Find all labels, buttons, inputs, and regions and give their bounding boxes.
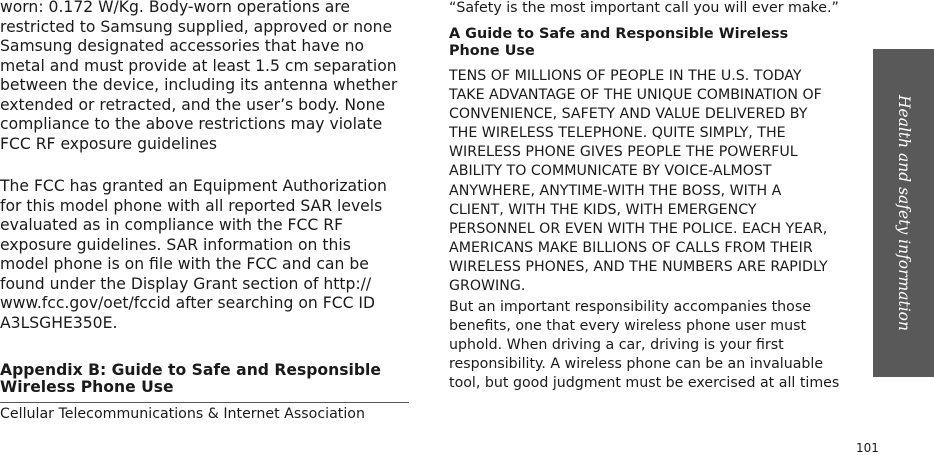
text-line: tool, but good judgment must be exercised at all times <box>449 375 840 392</box>
text-line: extended or retracted, and the user’s body. None <box>0 95 386 114</box>
text-line: TAKE ADVANTAGE OF THE UNIQUE COMBINATION OF <box>449 87 822 104</box>
divider <box>0 402 409 403</box>
text-line: THE WIRELESS TELEPHONE. QUITE SIMPLY, THE <box>449 125 786 142</box>
text-line: evaluated as in compliance with the FCC RF <box>0 216 344 234</box>
text-line: FCC RF exposure guidelines <box>0 134 217 153</box>
text-line: worn: 0.172 W/Kg. Body-worn operations are <box>0 0 350 16</box>
heading-line: Wireless Phone Use <box>0 378 174 396</box>
text-line: between the device, including its antenna whether <box>0 76 398 94</box>
section-heading <box>449 26 861 60</box>
side-tab-label: Health and safety information <box>894 95 913 331</box>
section-side-tab <box>873 49 934 377</box>
text-line: CLIENT, WITH THE KIDS, WITH EMERGENCY <box>449 201 757 218</box>
text-line: metal and must provide at least 1.5 cm separation <box>0 56 397 75</box>
body-paragraph-2 <box>0 177 410 333</box>
body-paragraph-3 <box>449 298 861 393</box>
text-line: exposure guidelines. SAR information on this <box>0 235 351 254</box>
text-line: model phone is on file with the FCC and can be <box>0 255 369 273</box>
heading-line: A Guide to Safe and Responsible Wireless <box>449 26 789 42</box>
caps-paragraph <box>449 67 861 296</box>
text-line: But an important responsibility accompanies those <box>449 299 811 315</box>
text-line: found under the Display Grant section of http:// <box>0 274 372 293</box>
text-line: TENS OF MILLIONS OF PEOPLE IN THE U.S. TODAY <box>449 68 802 84</box>
quote: “Safety is the most important call you will ever make.” <box>449 0 839 16</box>
text-line: A3LSGHE350E. <box>0 313 118 332</box>
text-line: www.fcc.gov/oet/fccid after searching on FCC ID <box>0 294 376 312</box>
text-line: CONVENIENCE, SAFETY AND VALUE DELIVERED BY <box>449 106 808 123</box>
body-paragraph-1 <box>0 0 410 154</box>
appendix-heading <box>0 362 410 396</box>
text-line: ANYWHERE, ANYTIME-WITH THE BOSS, WITH A <box>449 182 782 199</box>
text-line: Samsung designated accessories that have no <box>0 37 365 55</box>
source-attribution: Cellular Telecommunications & Internet Association <box>0 406 365 422</box>
text-line: PERSONNEL OR EVEN WITH THE POLICE. EACH YEAR, <box>449 220 828 237</box>
text-line: responsibility. A wireless phone can be an invaluable <box>449 356 824 373</box>
text-line: compliance to the above restrictions may violate <box>0 115 383 133</box>
text-line: WIRELESS PHONE GIVES PEOPLE THE POWERFUL <box>449 144 798 161</box>
text-line: AMERICANS MAKE BILLIONS OF CALLS FROM THEIR <box>449 239 813 256</box>
text-line: restricted to Samsung supplied, approved or none <box>0 17 393 36</box>
text-line: WIRELESS PHONES, AND THE NUMBERS ARE RAPIDLY <box>449 258 828 275</box>
text-line: benefits, one that every wireless phone user must <box>449 318 807 335</box>
text-line: GROWING. <box>449 278 526 295</box>
text-line: uphold. When driving a car, driving is your first <box>449 337 784 354</box>
text-line: ABILITY TO COMMUNICATE BY VOICE-ALMOST <box>449 163 772 180</box>
text-line: The FCC has granted an Equipment Authorization <box>0 177 387 195</box>
page-number: 101 <box>856 441 879 455</box>
heading-line: Phone Use <box>449 43 535 59</box>
heading-line: Appendix B: Guide to Safe and Responsible <box>0 361 381 379</box>
text-line: for this model phone with all reported SAR levels <box>0 196 383 215</box>
